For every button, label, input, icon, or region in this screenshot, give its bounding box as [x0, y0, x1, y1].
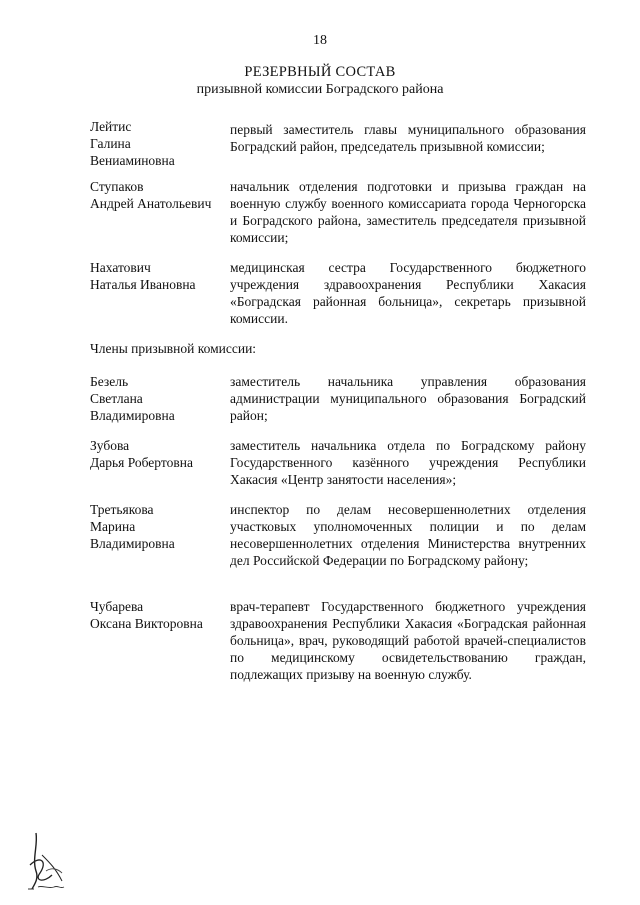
person-name: Ступаков Андрей Анатольевич	[90, 179, 212, 211]
person-position: заместитель начальника отдела по Боградскому району Государственного казённого учреждения Республики Хакасия «Центр занятости населения»;	[230, 438, 586, 487]
person-position: медицинская сестра Государственного бюджетного учреждения здравоохранения Республики Хакасия «Боградская районная больница», секретарь призывной комиссии.	[230, 260, 586, 326]
person-position: заместитель начальника управления образования администрации муниципального образования Боградский район;	[230, 374, 586, 423]
person-name: Безель Светлана Владимировна	[90, 374, 175, 423]
person-position: первый заместитель главы муниципального образования Боградский район, председатель призывной комиссии;	[230, 122, 586, 154]
page-number: 18	[313, 33, 327, 48]
person-name: Чубарева Оксана Викторовна	[90, 599, 203, 631]
person-position: начальник отделения подготовки и призыва граждан на военную службу военного комиссариата города Черногорска и Боградского района, заместитель председателя призывной комиссии;	[230, 179, 586, 245]
person-name: Третьякова Марина Владимировна	[90, 502, 175, 551]
document-subtitle: призывной комиссии Боградского района	[196, 82, 444, 97]
members-section-label: Члены призывной комиссии:	[90, 341, 257, 356]
person-name: Нахатович Наталья Ивановна	[90, 260, 196, 292]
person-position: инспектор по делам несовершеннолетних отделения участковых уполномоченных полиции и по делам несовершеннолетних отделения Министерства внутренних дел Российской Федерации по Боградскому району;	[230, 502, 586, 568]
handwritten-signature	[22, 825, 82, 895]
person-name: Лейтис Галина Вениаминовна	[90, 119, 175, 168]
person-position: врач-терапевт Государственного бюджетного учреждения здравоохранения Республики Хакасия «Боградская районная больница», врач, руководящий работой врачей-специалистов по медицинскому освидетельствованию граждан, подлежащих призыву на военную службу.	[230, 599, 586, 682]
document-title: РЕЗЕРВНЫЙ СОСТАВ	[244, 64, 396, 80]
person-name: Зубова Дарья Робертовна	[90, 438, 193, 470]
